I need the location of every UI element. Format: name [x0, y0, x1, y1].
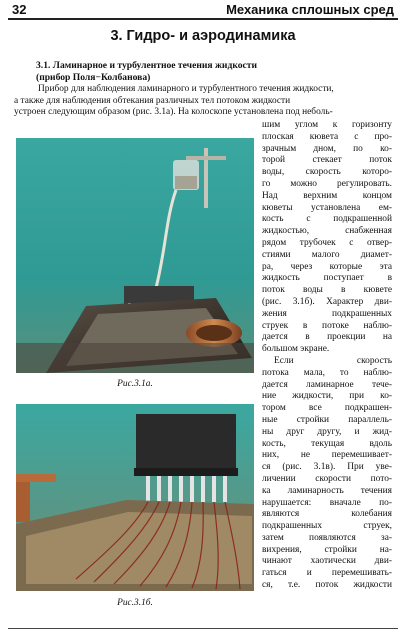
- body-line: жидкостью, снабженная: [262, 226, 392, 237]
- body-line: чинают хаотически дви-: [262, 556, 392, 567]
- figure-caption: Рис.3.1а.: [117, 379, 153, 389]
- intro-paragraph: [14, 84, 392, 119]
- body-line: дается в проекции на: [262, 332, 392, 343]
- dye-nozzles-photo-image: [16, 404, 254, 591]
- page-number: 32: [12, 2, 27, 17]
- figure-apparatus-photo: [16, 138, 254, 373]
- body-line: зрачным дном, по ко-: [262, 143, 392, 154]
- body-line: кюветы установлена ем-: [262, 202, 392, 213]
- body-line: шим углом к горизонту: [262, 120, 392, 130]
- body-line: затем появляются за-: [262, 532, 392, 543]
- figure-dye-nozzles-photo: [16, 404, 254, 591]
- footer-rule: [8, 628, 398, 629]
- body-line: Над верхним концом: [262, 190, 392, 201]
- body-line: являются колебания: [262, 509, 392, 520]
- body-line: рядом трубочек с отвер-: [262, 237, 392, 248]
- body-line: вихрения, стройки на-: [262, 544, 392, 555]
- body-line: большом экране.: [262, 344, 330, 355]
- body-line: подкрашенных струек,: [262, 521, 392, 532]
- body-line: них, не перемешивает-: [262, 450, 392, 461]
- body-line: го можно регулировать.: [262, 178, 392, 189]
- body-line: ные стройки параллель-: [262, 414, 392, 425]
- intro-line: Прибор для наблюдения ламинарного и турбулентного течения жидкости,: [38, 84, 334, 94]
- intro-line: устроен следующим образом (рис. 3.1а). На колоскопе установлена под неболь-: [14, 107, 333, 118]
- body-line: ра, через которые эта: [262, 261, 392, 272]
- figure-caption: Рис.3.1б.: [117, 598, 153, 608]
- body-line: тором все подкрашен-: [262, 403, 392, 414]
- body-line: кость с подкрашенной: [262, 214, 392, 225]
- body-line: ся (рис. 3.1в). При уве-: [262, 462, 392, 473]
- body-line: (рис. 3.1б). Характер дви-: [262, 296, 392, 307]
- body-line: воды, скорость которо-: [262, 167, 392, 178]
- body-line: жидкость поступает в: [262, 273, 392, 284]
- body-line: торой стекает поток: [262, 155, 392, 166]
- body-line: потока мала, то наблю-: [262, 367, 392, 378]
- body-line: плоская кювета с про-: [262, 131, 392, 142]
- section-title-line-2: (прибор Поля−Колбанова): [36, 72, 151, 83]
- body-line: ка ламинарность течения: [262, 485, 392, 496]
- body-text-column: [262, 120, 392, 592]
- body-line: поток воды в кювете: [262, 285, 392, 296]
- page-header: [8, 0, 398, 20]
- body-line: ны друг другу, и жид-: [262, 426, 392, 437]
- apparatus-photo-image: [16, 138, 254, 373]
- body-line: кость, текущая вдоль: [262, 438, 392, 449]
- body-line: гаться и перемешивать-: [262, 568, 392, 579]
- chapter-title: 3. Гидро- и аэродинамика: [110, 28, 296, 44]
- body-line: стиями малого диамет-: [262, 249, 392, 260]
- intro-line: а также для наблюдения обтекания различных тел потоком жидкости: [14, 95, 291, 106]
- body-line: нарушается: вначале по-: [262, 497, 392, 508]
- section-title-line-1: 3.1. Ламинарное и турбулентное течения жидкости: [36, 60, 258, 71]
- body-line: ние жидкости, при ко-: [262, 391, 392, 402]
- running-title: Механика сплошных сред: [226, 2, 394, 17]
- body-line: жения подкрашенных: [262, 308, 392, 319]
- body-line: дается ламинарное тече-: [262, 379, 392, 390]
- body-line: струек в потоке наблю-: [262, 320, 392, 331]
- section-title: [36, 60, 376, 84]
- body-line: ся, т.е. поток жидкости: [262, 580, 392, 591]
- body-line: Если скорость: [274, 355, 392, 366]
- body-line: личении скорости пото-: [262, 473, 392, 484]
